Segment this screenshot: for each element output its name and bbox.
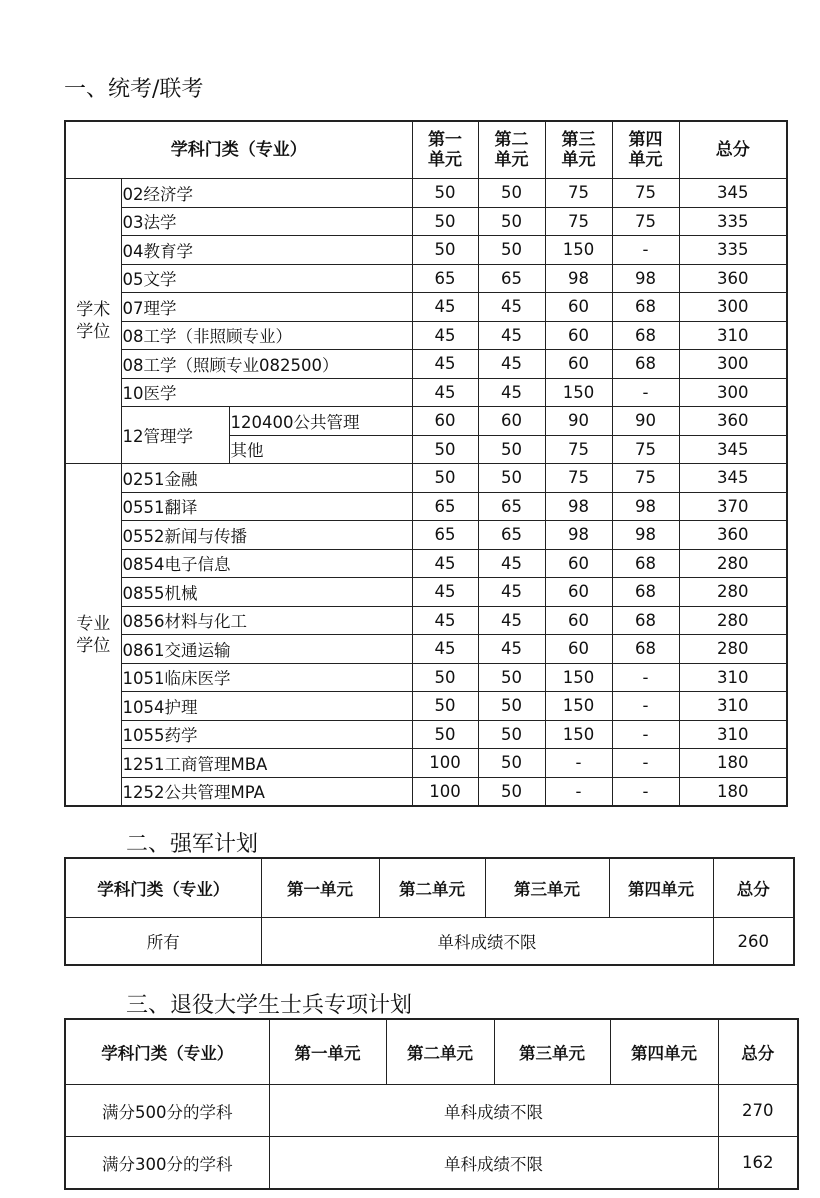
subject-name-cell: 1051临床医学: [121, 663, 412, 692]
total-cell: 300: [679, 378, 787, 407]
score-u3-cell: 98: [545, 521, 612, 550]
table-row: [65, 918, 794, 966]
score-u2-cell: 65: [478, 492, 545, 521]
score-u1-cell: 50: [412, 236, 478, 265]
score-u1-cell: 65: [412, 521, 478, 550]
score-u2-cell: 50: [478, 236, 545, 265]
score-u1-cell: 50: [412, 464, 478, 493]
subject-name-cell: 1252公共管理MPA: [121, 777, 412, 806]
score-u2-cell: 45: [478, 635, 545, 664]
header-unit1: 第一单元: [261, 858, 379, 918]
score-u3-cell: 75: [545, 435, 612, 464]
score-u3-cell: 60: [545, 350, 612, 379]
score-u1-cell: 100: [412, 777, 478, 806]
total-cell: 180: [679, 777, 787, 806]
total-cell: 310: [679, 720, 787, 749]
score-u3-cell: 98: [545, 264, 612, 293]
score-u1-cell: 50: [412, 692, 478, 721]
score-u2-cell: 50: [478, 749, 545, 778]
subject-name-cell: 1055药学: [121, 720, 412, 749]
table-row: [65, 350, 787, 379]
score-u1-cell: 60: [412, 407, 478, 436]
header-unit3: 第三单元: [494, 1019, 610, 1085]
total-cell: 310: [679, 321, 787, 350]
score-u3-cell: 150: [545, 236, 612, 265]
header-unit1: 第一单元: [269, 1019, 386, 1085]
score-u1-cell: 45: [412, 321, 478, 350]
score-u1-cell: 65: [412, 492, 478, 521]
header-unit3: 第三 单元: [545, 121, 612, 179]
score-u1-cell: 65: [412, 264, 478, 293]
merged-score-cell: 单科成绩不限: [261, 918, 713, 966]
veteran-plan-score-table: [64, 1018, 799, 1190]
total-cell: 360: [679, 264, 787, 293]
score-u1-cell: 50: [412, 179, 478, 208]
score-u3-cell: -: [545, 777, 612, 806]
table-header-row: [65, 1019, 798, 1085]
total-cell: 270: [718, 1085, 798, 1137]
table-row: [65, 692, 787, 721]
table-row: [65, 264, 787, 293]
score-u1-cell: 50: [412, 720, 478, 749]
score-u1-cell: 50: [412, 663, 478, 692]
table-row: [65, 321, 787, 350]
score-u2-cell: 50: [478, 207, 545, 236]
score-u3-cell: 75: [545, 207, 612, 236]
table-row: [65, 578, 787, 607]
professional-degree-label: 专业 学位: [65, 464, 121, 807]
score-u2-cell: 45: [478, 578, 545, 607]
score-u1-cell: 100: [412, 749, 478, 778]
total-cell: 335: [679, 207, 787, 236]
header-unit4: 第四 单元: [612, 121, 679, 179]
score-u3-cell: 98: [545, 492, 612, 521]
score-u4-cell: 68: [612, 606, 679, 635]
table-row: [65, 521, 787, 550]
section-3-title: 三、退役大学生士兵专项计划: [126, 993, 413, 1018]
header-unit4: 第四单元: [609, 858, 713, 918]
table-row: [65, 236, 787, 265]
table-row: [65, 749, 787, 778]
score-u3-cell: 60: [545, 606, 612, 635]
score-u4-cell: 68: [612, 350, 679, 379]
total-cell: 180: [679, 749, 787, 778]
score-u4-cell: 75: [612, 435, 679, 464]
score-u1-cell: 45: [412, 578, 478, 607]
score-u4-cell: -: [612, 663, 679, 692]
score-u3-cell: 60: [545, 293, 612, 322]
table-row: [65, 549, 787, 578]
total-cell: 280: [679, 549, 787, 578]
score-u2-cell: 50: [478, 435, 545, 464]
score-u3-cell: 150: [545, 663, 612, 692]
score-u2-cell: 50: [478, 777, 545, 806]
total-cell: 280: [679, 578, 787, 607]
score-u2-cell: 65: [478, 264, 545, 293]
subject-name-cell: 0861交通运输: [121, 635, 412, 664]
subject-name-cell: 1251工商管理MBA: [121, 749, 412, 778]
header-unit4: 第四单元: [610, 1019, 718, 1085]
header-total: 总分: [713, 858, 794, 918]
score-u4-cell: -: [612, 720, 679, 749]
table-row: [65, 635, 787, 664]
table-row: [65, 720, 787, 749]
score-u4-cell: -: [612, 378, 679, 407]
category-cell: 满分500分的学科: [65, 1085, 269, 1137]
total-cell: 280: [679, 606, 787, 635]
score-u3-cell: 75: [545, 464, 612, 493]
score-u4-cell: -: [612, 777, 679, 806]
total-cell: 360: [679, 521, 787, 550]
table-header-row: [65, 858, 794, 918]
section-1-title: 一、统考/联考: [64, 77, 204, 102]
score-u1-cell: 50: [412, 435, 478, 464]
score-u2-cell: 45: [478, 321, 545, 350]
total-cell: 162: [718, 1137, 798, 1190]
total-cell: 360: [679, 407, 787, 436]
score-u4-cell: 98: [612, 521, 679, 550]
score-u3-cell: 60: [545, 635, 612, 664]
subject-name-cell: 08工学（照顾专业082500）: [121, 350, 412, 379]
total-cell: 310: [679, 692, 787, 721]
merged-score-cell: 单科成绩不限: [269, 1137, 718, 1190]
header-total: 总分: [718, 1019, 798, 1085]
header-category: 学科门类（专业）: [65, 121, 412, 179]
subject-name-cell: 1054护理: [121, 692, 412, 721]
header-unit2: 第二 单元: [478, 121, 545, 179]
score-u2-cell: 50: [478, 663, 545, 692]
subject-name-cell: 10医学: [121, 378, 412, 407]
score-u3-cell: 60: [545, 549, 612, 578]
section-2-title: 二、强军计划: [126, 832, 259, 857]
subject-name-cell: 03法学: [121, 207, 412, 236]
table-header-row: [65, 121, 787, 179]
subject-name-cell: 0855机械: [121, 578, 412, 607]
score-u2-cell: 50: [478, 179, 545, 208]
score-u1-cell: 45: [412, 378, 478, 407]
sub-subject-name-cell: 其他: [229, 435, 412, 464]
table-row: [65, 207, 787, 236]
score-u1-cell: 45: [412, 635, 478, 664]
score-u4-cell: 75: [612, 179, 679, 208]
score-u1-cell: 45: [412, 549, 478, 578]
score-u2-cell: 45: [478, 293, 545, 322]
total-cell: 300: [679, 293, 787, 322]
score-u3-cell: 150: [545, 720, 612, 749]
total-cell: 310: [679, 663, 787, 692]
header-unit2: 第二单元: [379, 858, 485, 918]
table-row: [65, 179, 787, 208]
category-cell: 满分300分的学科: [65, 1137, 269, 1190]
score-u4-cell: 68: [612, 549, 679, 578]
total-cell: 335: [679, 236, 787, 265]
score-u2-cell: 50: [478, 720, 545, 749]
score-u1-cell: 45: [412, 606, 478, 635]
unified-exam-score-table: [64, 120, 788, 807]
header-unit2: 第二单元: [386, 1019, 494, 1085]
score-u2-cell: 50: [478, 464, 545, 493]
score-u4-cell: -: [612, 692, 679, 721]
score-u1-cell: 45: [412, 350, 478, 379]
score-u4-cell: 68: [612, 293, 679, 322]
header-category: 学科门类（专业）: [65, 1019, 269, 1085]
score-u4-cell: 98: [612, 264, 679, 293]
total-cell: 280: [679, 635, 787, 664]
table-row: [65, 492, 787, 521]
subject-name-cell: 0251金融: [121, 464, 412, 493]
score-u3-cell: -: [545, 749, 612, 778]
category-cell: 所有: [65, 918, 261, 966]
total-cell: 260: [713, 918, 794, 966]
score-u3-cell: 150: [545, 692, 612, 721]
score-u2-cell: 50: [478, 692, 545, 721]
header-total: 总分: [679, 121, 787, 179]
table-row: [65, 606, 787, 635]
score-u2-cell: 65: [478, 521, 545, 550]
academic-degree-label: 学术 学位: [65, 179, 121, 464]
score-u4-cell: 68: [612, 578, 679, 607]
score-u2-cell: 45: [478, 350, 545, 379]
score-u1-cell: 45: [412, 293, 478, 322]
subject-name-cell: 04教育学: [121, 236, 412, 265]
table-row: [65, 663, 787, 692]
header-unit1: 第一 单元: [412, 121, 478, 179]
subject-name-cell: 08工学（非照顾专业）: [121, 321, 412, 350]
table-row: [65, 407, 787, 436]
table-row: [65, 378, 787, 407]
total-cell: 300: [679, 350, 787, 379]
score-u4-cell: -: [612, 749, 679, 778]
score-u2-cell: 60: [478, 407, 545, 436]
subject-name-cell: 0854电子信息: [121, 549, 412, 578]
table-row: [65, 464, 787, 493]
score-u3-cell: 60: [545, 578, 612, 607]
table-row: [65, 777, 787, 806]
score-u2-cell: 45: [478, 549, 545, 578]
score-u3-cell: 60: [545, 321, 612, 350]
total-cell: 345: [679, 435, 787, 464]
score-u4-cell: 98: [612, 492, 679, 521]
score-u4-cell: -: [612, 236, 679, 265]
sub-subject-name-cell: 120400公共管理: [229, 407, 412, 436]
subject-name-cell: 05文学: [121, 264, 412, 293]
score-u2-cell: 45: [478, 378, 545, 407]
score-u4-cell: 68: [612, 635, 679, 664]
score-u3-cell: 150: [545, 378, 612, 407]
subject-name-cell: 07理学: [121, 293, 412, 322]
score-u2-cell: 45: [478, 606, 545, 635]
score-u1-cell: 50: [412, 207, 478, 236]
subject-name-cell: 02经济学: [121, 179, 412, 208]
total-cell: 370: [679, 492, 787, 521]
score-u3-cell: 75: [545, 179, 612, 208]
table-row: [65, 1137, 798, 1190]
merged-score-cell: 单科成绩不限: [269, 1085, 718, 1137]
table-row: [65, 1085, 798, 1137]
table-row: [65, 293, 787, 322]
header-unit3: 第三单元: [485, 858, 609, 918]
subject-name-cell: 0856材料与化工: [121, 606, 412, 635]
score-u4-cell: 90: [612, 407, 679, 436]
subject-name-cell: 0552新闻与传播: [121, 521, 412, 550]
score-u4-cell: 68: [612, 321, 679, 350]
score-u4-cell: 75: [612, 464, 679, 493]
score-u3-cell: 90: [545, 407, 612, 436]
subject-name-cell: 0551翻译: [121, 492, 412, 521]
subject-name-cell: 12管理学: [121, 407, 229, 464]
total-cell: 345: [679, 464, 787, 493]
military-plan-score-table: [64, 857, 795, 966]
header-category: 学科门类（专业）: [65, 858, 261, 918]
score-u4-cell: 75: [612, 207, 679, 236]
total-cell: 345: [679, 179, 787, 208]
